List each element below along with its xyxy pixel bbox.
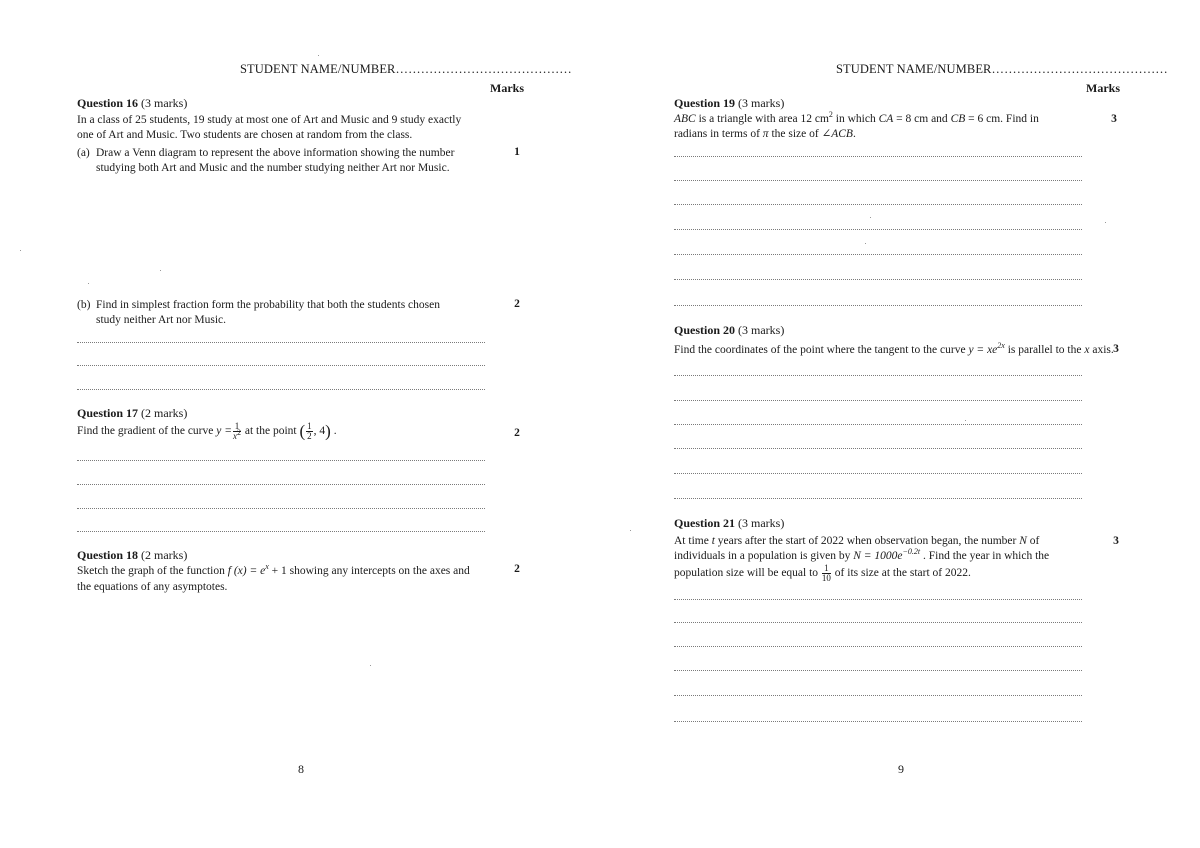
answer-line[interactable] xyxy=(674,448,1082,449)
q19-area-exp: 2 xyxy=(828,110,833,120)
q18-function-post: + 1 xyxy=(268,565,287,577)
scan-speck xyxy=(1105,222,1106,223)
answer-line[interactable] xyxy=(674,424,1082,425)
question-17-mark: 2 xyxy=(514,427,520,439)
sketch-answer-space[interactable] xyxy=(77,600,497,740)
q19-pi: π xyxy=(762,127,769,140)
answer-line[interactable] xyxy=(674,375,1082,376)
student-name-field: STUDENT NAME/NUMBER…………………………………… xyxy=(240,62,572,76)
q21-text: of individuals in a population is given by xyxy=(674,535,1040,562)
page-9 xyxy=(600,0,1200,848)
scan-speck xyxy=(370,665,371,666)
scan-speck xyxy=(88,283,89,284)
q17-text-end: . xyxy=(333,425,337,438)
question-marks: (2 marks) xyxy=(141,406,188,420)
question-number: Question 16 xyxy=(77,96,139,110)
part-b-label: (b) xyxy=(77,299,91,311)
answer-line[interactable] xyxy=(674,622,1082,623)
question-19-text xyxy=(674,112,1072,141)
question-21-text xyxy=(674,534,1086,583)
question-20-mark: 3 xyxy=(1113,343,1119,355)
marks-heading: Marks xyxy=(490,81,524,95)
q17-frac-den: x xyxy=(233,431,237,441)
student-name-field: STUDENT NAME/NUMBER…………………………………… xyxy=(836,62,1168,76)
part-a-mark: 1 xyxy=(514,146,520,158)
q19-text: = 8 cm and xyxy=(893,113,951,125)
part-a-text: Draw a Venn diagram to represent the above information showing the number studying both Art and Music and the number studying neither Art nor Music. xyxy=(96,147,455,174)
answer-line[interactable] xyxy=(674,156,1082,157)
answer-line[interactable] xyxy=(674,695,1082,696)
q19-text: = 6 cm. Find in radians in terms of xyxy=(674,113,1039,140)
q21-text: of its size at the start of 2022. xyxy=(831,567,971,580)
question-21-mark: 3 xyxy=(1113,535,1119,547)
q19-angle: ∠ACB xyxy=(821,127,853,140)
answer-line[interactable] xyxy=(674,204,1082,205)
question-number: Question 20 xyxy=(674,323,736,337)
q17-text-mid: at the point xyxy=(244,425,297,438)
answer-line[interactable] xyxy=(674,473,1082,474)
question-19-title xyxy=(674,96,784,111)
q18-function: f (x) = e xyxy=(227,565,266,577)
q21-text: . Find the year in which the population size will be equal to xyxy=(674,550,1050,580)
q19-side-ca: CA xyxy=(878,113,894,125)
answer-line[interactable] xyxy=(674,254,1082,255)
q17-frac-den-exp: 2 xyxy=(237,428,241,437)
answer-line[interactable] xyxy=(674,599,1082,600)
question-18-text xyxy=(77,563,482,595)
question-19-mark: 3 xyxy=(1111,113,1117,125)
answer-line[interactable] xyxy=(674,721,1082,722)
q17-point-den: 2 xyxy=(307,431,312,441)
scan-speck xyxy=(630,530,631,531)
part-a-label: (a) xyxy=(77,147,90,159)
q18-text-post: showing any intercepts on the axes and the equations of any asymptotes. xyxy=(77,565,470,593)
question-marks: (2 marks) xyxy=(141,548,188,562)
question-18-title xyxy=(77,548,187,563)
part-b-text: Find in simplest fraction form the probability that both the students chosen study neither Art nor Music. xyxy=(96,299,440,326)
q21-frac-den: 10 xyxy=(821,573,831,583)
scan-speck xyxy=(20,250,21,251)
question-number: Question 18 xyxy=(77,548,139,562)
answer-line[interactable] xyxy=(674,180,1082,181)
q18-function-exp: x xyxy=(265,562,269,572)
q19-text: the size of xyxy=(768,127,822,140)
q20-text-post: is parallel to the xyxy=(1007,344,1082,356)
question-16-intro: In a class of 25 students, 19 study at most one of Art and Music and 9 study exactly one of Art and Music. Two students are chosen at random from the class. xyxy=(77,114,462,141)
question-marks: (3 marks) xyxy=(738,516,785,530)
scan-speck xyxy=(318,55,319,56)
q20-text-pre: Find the coordinates of the point where the tangent to the curve xyxy=(674,344,966,356)
q20-equation-exp: 2x xyxy=(997,341,1005,351)
open-paren: ( xyxy=(299,421,306,441)
answer-line[interactable] xyxy=(77,484,485,485)
question-number: Question 17 xyxy=(77,406,139,420)
scan-speck xyxy=(870,217,871,218)
question-16-title xyxy=(77,96,187,111)
question-20-text xyxy=(674,343,1114,358)
answer-line[interactable] xyxy=(674,498,1082,499)
marks-heading: Marks xyxy=(1086,81,1120,95)
q21-var-t: t xyxy=(711,535,715,547)
question-marks: (3 marks) xyxy=(738,96,785,110)
close-paren: ) xyxy=(325,421,331,441)
q20-axis-var: x xyxy=(1084,344,1090,356)
q20-text-end: axis. xyxy=(1092,344,1114,356)
answer-line[interactable] xyxy=(77,389,485,390)
q17-frac-num: 1 xyxy=(234,421,240,431)
scan-speck xyxy=(160,270,161,271)
answer-line[interactable] xyxy=(674,229,1082,230)
answer-line[interactable] xyxy=(77,531,485,532)
q21-text: At time xyxy=(674,535,712,547)
q19-side-cb: CB xyxy=(950,113,966,125)
answer-line[interactable] xyxy=(674,646,1082,647)
q20-equation: y = xe xyxy=(968,344,998,356)
q17-point-y: , 4 xyxy=(313,425,326,438)
q18-text-pre: Sketch the graph of the function xyxy=(77,565,225,577)
q19-text: in which xyxy=(832,113,879,125)
q19-text: . xyxy=(852,127,856,140)
page-number: 8 xyxy=(298,762,304,776)
answer-line[interactable] xyxy=(674,305,1082,306)
q17-point-x xyxy=(306,422,313,441)
q17-eq-lhs: y = xyxy=(216,425,232,438)
q17-text-pre: Find the gradient of the curve xyxy=(77,425,214,438)
question-18-mark: 2 xyxy=(514,563,520,575)
q21-text: years after the start of 2022 when observation began, the number xyxy=(714,535,1020,547)
question-marks: (3 marks) xyxy=(141,96,188,110)
q21-equation: N = 1000e xyxy=(853,550,903,562)
page-number: 9 xyxy=(898,762,904,776)
answer-line[interactable] xyxy=(77,342,485,343)
answer-line[interactable] xyxy=(674,400,1082,401)
q17-point-num: 1 xyxy=(307,421,312,431)
question-20-title xyxy=(674,323,784,338)
q21-fraction xyxy=(822,564,831,583)
answer-line[interactable] xyxy=(77,365,485,366)
answer-line[interactable] xyxy=(77,460,485,461)
scan-speck xyxy=(965,420,966,421)
question-17-text xyxy=(77,422,337,441)
q21-equation-exp: −0.2t xyxy=(902,547,921,557)
q19-text: is a triangle with area 12 cm xyxy=(695,113,829,125)
answer-line[interactable] xyxy=(674,670,1082,671)
q17-fraction xyxy=(233,422,241,441)
scan-speck xyxy=(865,243,866,244)
question-marks: (3 marks) xyxy=(738,323,785,337)
question-number: Question 19 xyxy=(674,96,736,110)
q21-frac-num: 1 xyxy=(822,564,831,574)
question-21-title xyxy=(674,516,784,531)
question-17-title xyxy=(77,406,187,421)
answer-line[interactable] xyxy=(77,508,485,509)
part-b-mark: 2 xyxy=(514,298,520,310)
answer-line[interactable] xyxy=(674,279,1082,280)
venn-diagram-answer-space[interactable] xyxy=(77,176,497,286)
q19-triangle: ABC xyxy=(674,113,696,125)
q21-var-n: N xyxy=(1019,535,1027,547)
question-number: Question 21 xyxy=(674,516,736,530)
